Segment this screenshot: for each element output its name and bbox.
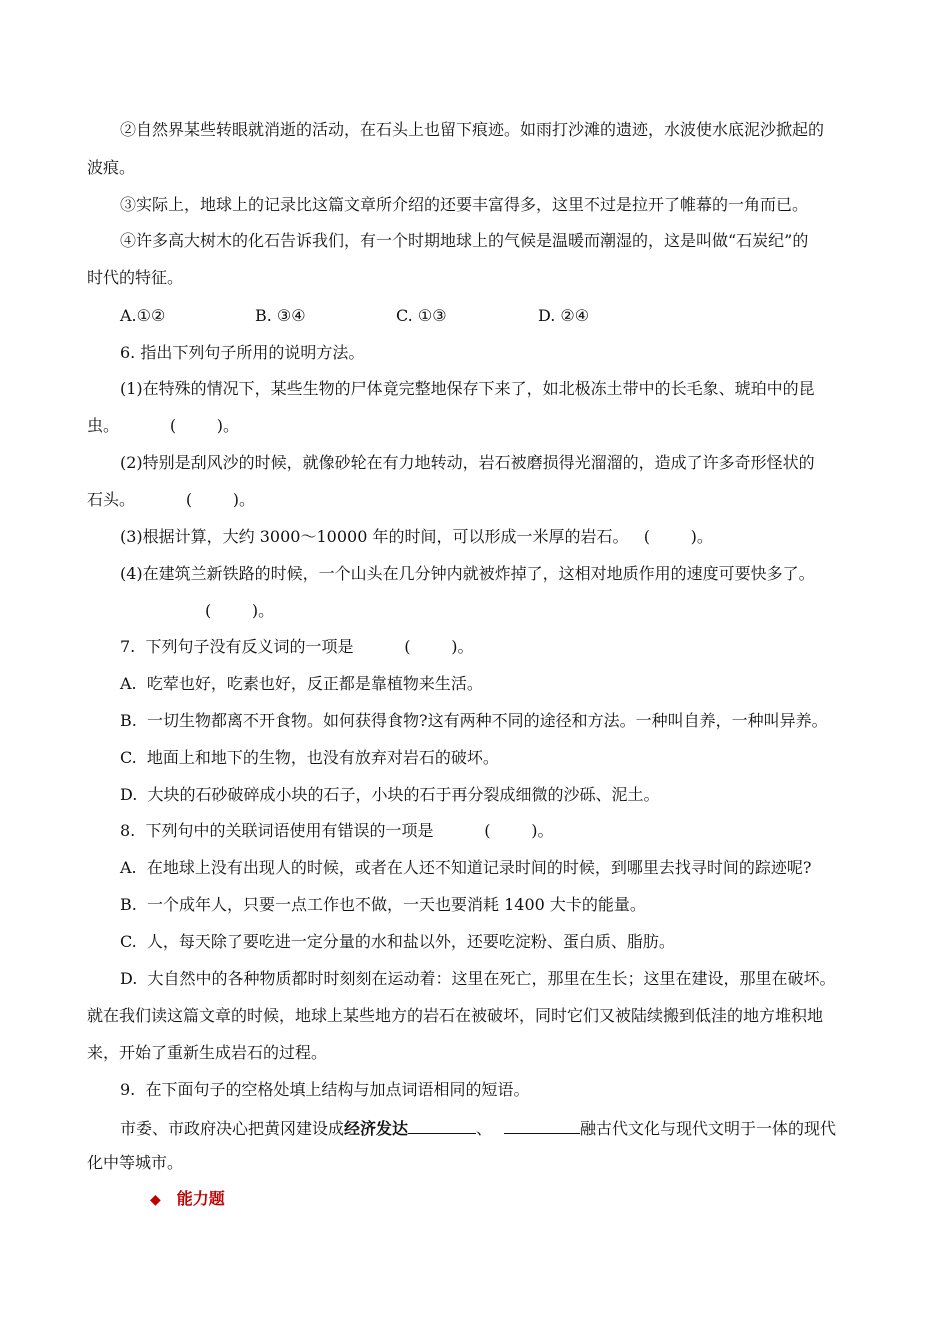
q5-item4-line1: ④许多高大树木的化石告诉我们，有一个时期地球上的气候是温暖而潮湿的，这是叫做“石炭纪”的 — [120, 231, 809, 250]
q5-option-a: A.①② — [120, 306, 166, 325]
q8-option-c: C. 人，每天除了要吃进一定分量的水和盐以外，还要吃淀粉、蛋白质、脂肪。 — [120, 932, 675, 951]
q9-blank-2[interactable] — [504, 1117, 580, 1134]
q8-stem: 8. 下列句中的关联词语使用有错误的一项是 ( )。 — [120, 821, 554, 840]
q7-option-d: D. 大块的石砂破碎成小块的石子，小块的石于再分裂成细微的沙砾、泥土。 — [120, 785, 660, 804]
q9-dotted-phrase: 经济发达 — [344, 1119, 409, 1138]
q9-sentence-sep: 、 — [476, 1119, 493, 1138]
q5-item2-line1: ②自然界某些转眼就消逝的活动，在石头上也留下痕迹。如雨打沙滩的遗迹，水波使水底泥沙掀起的 — [120, 120, 825, 139]
q7-option-c: C. 地面上和地下的生物，也没有放弃对岩石的破坏。 — [120, 748, 499, 767]
q6-s1-line2: 虫。 ( )。 — [87, 416, 240, 435]
q9-sentence-pre: 市委、市政府决心把黄冈建设成 — [120, 1119, 345, 1138]
q6-s1-line1: (1)在特殊的情况下，某些生物的尸体竟完整地保存下来了，如北极冻土带中的长毛象、琥珀中的昆 — [120, 379, 815, 398]
q9-sentence-post: 融古代文化与现代文明于一体的现代 — [580, 1119, 837, 1138]
q9-sentence-line2: 化中等城市。 — [87, 1153, 184, 1172]
q6-s2-line1: (2)特别是刮风沙的时候，就像砂轮在有力地转动，岩石被磨损得光溜溜的，造成了许多奇形怪状的 — [120, 453, 815, 472]
diamond-icon: ◆ — [150, 1192, 161, 1208]
q9-blank-1[interactable] — [408, 1117, 476, 1134]
q6-s4-line1: (4)在建筑兰新铁路的时候，一个山头在几分钟内就被炸掉了，这相对地质作用的速度可要快多了。 — [120, 564, 815, 583]
q8-option-d-line1: D. 大自然中的各种物质都时时刻刻在运动着：这里在死亡，那里在生长；这里在建设，那里在破坏。 — [120, 969, 836, 988]
q8-option-d-line2: 就在我们读这篇文章的时候，地球上某些地方的岩石在被破坏，同时它们又被陆续搬到低洼的地方堆积地 — [87, 1006, 824, 1025]
q6-s2-line2: 石头。 ( )。 — [87, 490, 256, 509]
q6-s3: (3)根据计算，大约 3000～10000 年的时间，可以形成一米厚的岩石。 ( )。 — [120, 527, 713, 546]
q8-option-a: A. 在地球上没有出现人的时候，或者在人还不知道记录时间的时候，到哪里去找寻时间的踪迹呢? — [120, 858, 812, 877]
q5-option-c: C. ①③ — [396, 306, 447, 325]
q6-stem: 6. 指出下列句子所用的说明方法。 — [120, 343, 365, 362]
q7-option-b: B. 一切生物都离不开食物。如何获得食物?这有两种不同的途径和方法。一种叫自养，一种叫异养。 — [120, 711, 828, 730]
q9-sentence-line1 — [120, 1117, 836, 1139]
q8-option-d-line3: 来，开始了重新生成岩石的过程。 — [87, 1043, 328, 1062]
q9-stem: 9. 在下面句子的空格处填上结构与加点词语相同的短语。 — [120, 1080, 530, 1099]
section-title: 能力题 — [176, 1189, 225, 1208]
q7-stem: 7. 下列句子没有反义词的一项是 ( )。 — [120, 637, 474, 656]
q5-item4-line2: 时代的特征。 — [87, 268, 184, 287]
q5-item3: ③实际上，地球上的记录比这篇文章所介绍的还要丰富得多，这里不过是拉开了帷幕的一角而已。 — [120, 195, 809, 214]
section-heading — [150, 1189, 225, 1210]
q8-option-b: B. 一个成年人，只要一点工作也不做，一天也要消耗 1400 大卡的能量。 — [120, 895, 646, 914]
q5-item2-line2: 波痕。 — [87, 158, 136, 177]
q5-option-d: D. ②④ — [538, 306, 590, 325]
q7-option-a: A. 吃荤也好，吃素也好，反正都是靠植物来生活。 — [120, 674, 483, 693]
q5-option-b: B. ③④ — [255, 306, 306, 325]
q6-s4-line2: ( )。 — [205, 601, 275, 620]
